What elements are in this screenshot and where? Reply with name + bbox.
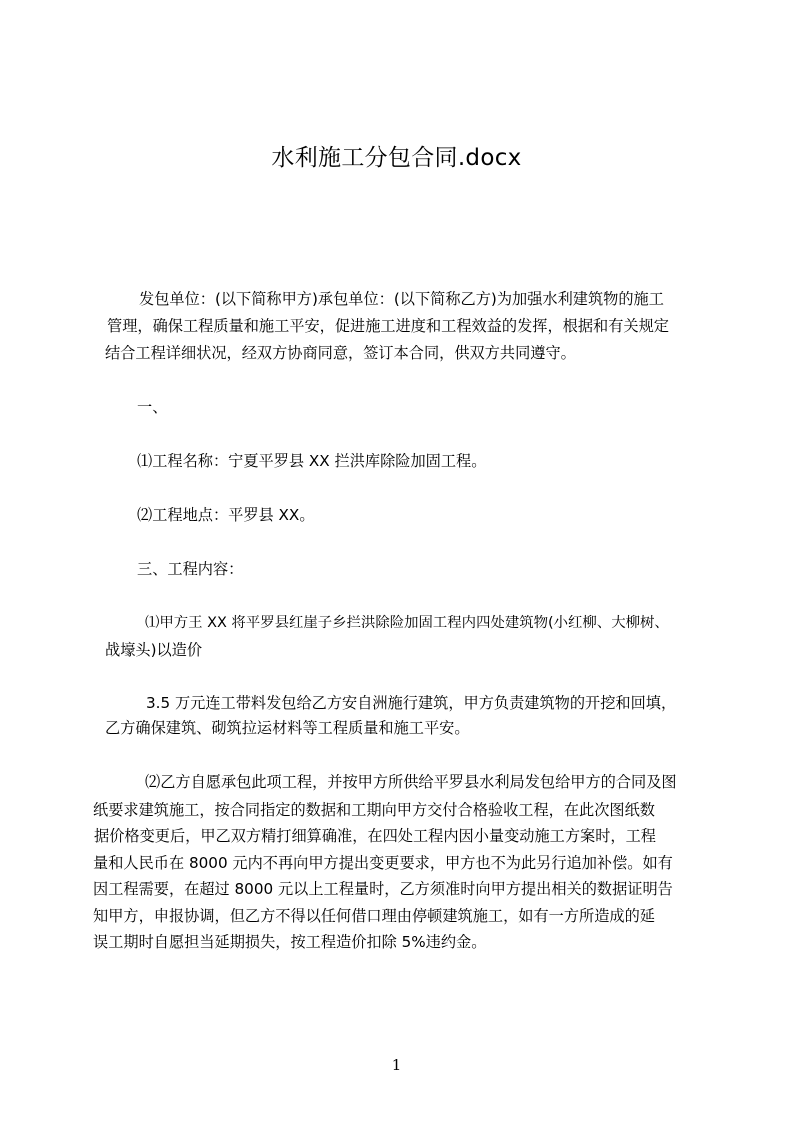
content-item-two-line-4: 量和人民币在 8000 元内不再向甲方提出变更要求，甲方也不为此另行追加补偿。如有 — [93, 854, 673, 872]
content-item-two-line-6: 知甲方，申报协调，但乙方不得以任何借口理由停顿建筑施工，如有一方所造成的延 — [93, 907, 655, 925]
page-number: 1 — [391, 1056, 402, 1074]
section-one-heading: 一、 — [137, 398, 168, 416]
content-item-two-line-2: 纸要求建筑施工，按合同指定的数据和工期向甲方交付合格验收工程，在此次图纸数 — [93, 801, 655, 819]
intro-line-3: 结合工程详细状况，经双方协商同意，签订本合同，供双方共同遵守。 — [105, 344, 576, 362]
intro-line-2: 管理，确保工程质量和施工平安，促进施工进度和工程效益的发挥，根据和有关规定 — [107, 317, 669, 335]
intro-line-1: 发包单位：(以下简称甲方)承包单位：(以下简称乙方)为加强水利建筑物的施工 — [139, 290, 664, 308]
content-price-line-1: 3.5 万元连工带料发包给乙方安自洲施行建筑，甲方负责建筑物的开挖和回填， — [146, 694, 677, 712]
document-title: 水利施工分包合同.docx — [271, 145, 522, 171]
content-item-two-line-3: 据价格变更后，甲乙双方精打细算确准，在四处工程内因小量变动施工方案时，工程 — [94, 827, 656, 845]
content-item-two-line-5: 因工程需要，在超过 8000 元以上工程量时，乙方须准时向甲方提出相关的数据证明告 — [93, 880, 673, 898]
project-location-item: ⑵工程地点：平罗县 XX。 — [137, 506, 315, 524]
content-item-one-line-1: ⑴甲方王 XX 将平罗县红崖子乡拦洪除险加固工程内四处建筑物(小红柳、大柳树、 — [145, 615, 669, 631]
content-item-two-line-7: 误工期时自愿担当延期损失，按工程造价扣除 5%违约金。 — [93, 933, 487, 951]
content-item-two-line-1: ⑵乙方自愿承包此项工程，并按甲方所供给平罗县水利局发包给甲方的合同及图 — [145, 773, 677, 791]
section-three-heading: 三、工程内容： — [137, 560, 244, 578]
project-name-item: ⑴工程名称：宁夏平罗县 XX 拦洪库除险加固工程。 — [137, 452, 487, 470]
content-item-one-line-2: 战壕头)以造价 — [105, 641, 203, 659]
content-price-line-2: 乙方确保建筑、砌筑拉运材料等工程质量和施工平安。 — [105, 719, 470, 737]
